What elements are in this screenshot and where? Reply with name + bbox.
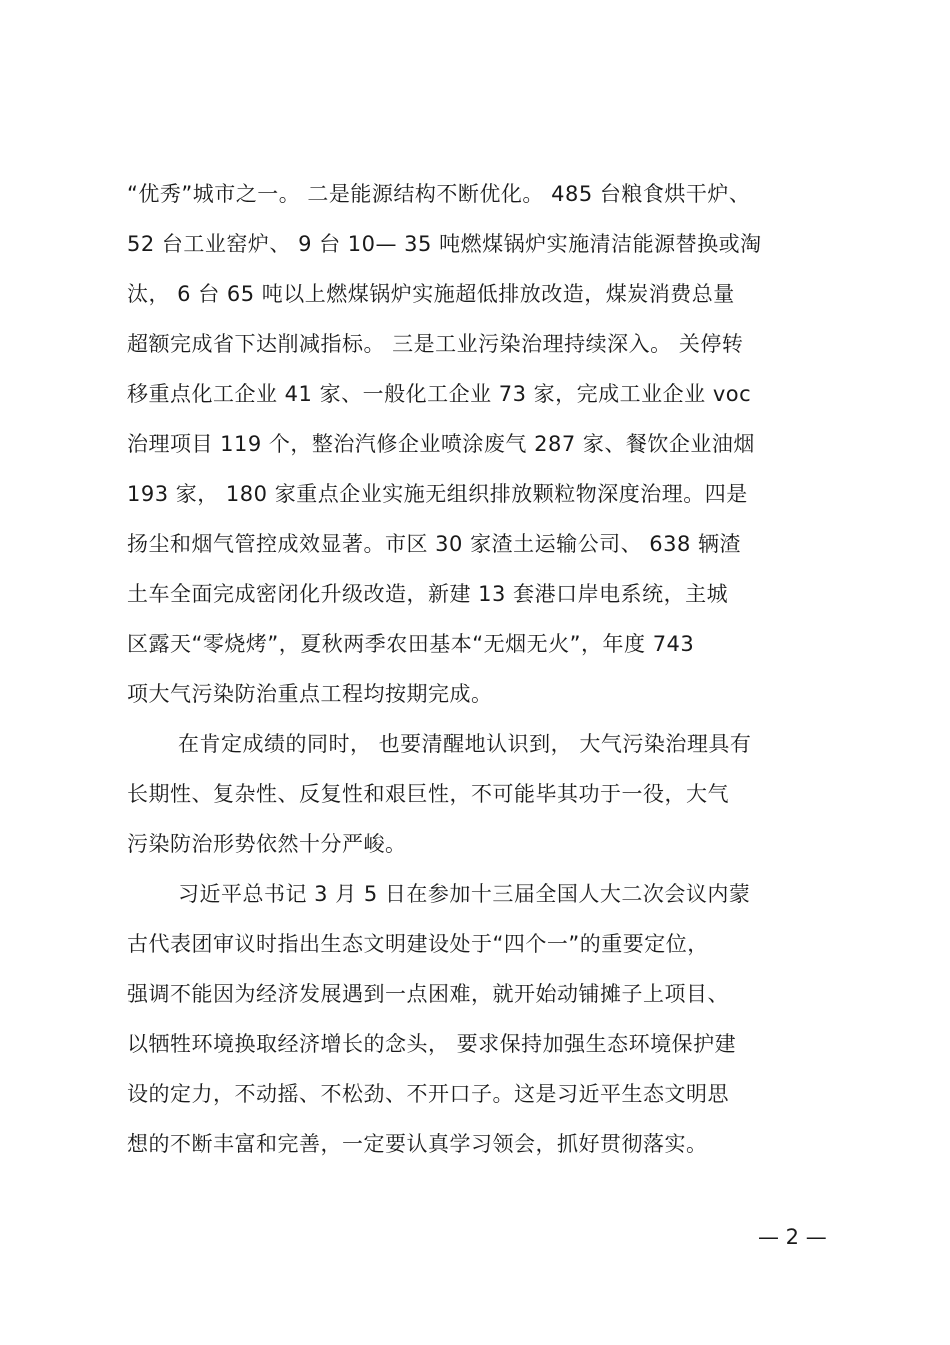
page-number: — 2 —: [758, 1225, 827, 1249]
text-line: 52 台工业窑炉、 9 台 10— 35 吨燃煤锅炉实施清洁能源替换或淘: [127, 232, 762, 256]
text-line: 汰， 6 台 65 吨以上燃煤锅炉实施超低排放改造，煤炭消费总量: [127, 282, 735, 306]
text-line: 强调不能因为经济发展遇到一点困难，就开始动铺摊子上项目、: [127, 982, 729, 1006]
paragraph-first-line: 习近平总书记 3 月 5 日在参加十三届全国人大二次会议内蒙: [178, 882, 751, 906]
text-line: 区露天“零烧烤”，夏秋两季农田基本“无烟无火”，年度 743: [127, 632, 695, 656]
text-line: 移重点化工企业 41 家、一般化工企业 73 家，完成工业企业 voc: [127, 382, 752, 406]
text-line: 193 家， 180 家重点企业实施无组织排放颗粒物深度治理。四是: [127, 482, 748, 506]
text-line: 扬尘和烟气管控成效显著。市区 30 家渣土运输公司、 638 辆渣: [127, 532, 742, 556]
paragraph-first-line: 在肯定成绩的同时， 也要清醒地认识到， 大气污染治理具有: [178, 732, 752, 756]
text-line: 长期性、复杂性、反复性和艰巨性，不可能毕其功于一役，大气: [127, 782, 729, 806]
text-line: 项大气污染防治重点工程均按期完成。: [127, 682, 493, 706]
text-line: 古代表团审议时指出生态文明建设处于“四个一”的重要定位，: [127, 932, 709, 956]
text-line: 土车全面完成密闭化升级改造，新建 13 套港口岸电系统，主城: [127, 582, 729, 606]
text-line: “优秀”城市之一。 二是能源结构不断优化。 485 台粮食烘干炉、: [127, 182, 751, 206]
text-line: 超额完成省下达削减指标。 三是工业污染治理持续深入。 关停转: [127, 332, 744, 356]
text-line: 设的定力，不动摇、不松劲、不开口子。这是习近平生态文明思: [127, 1082, 729, 1106]
text-line: 污染防治形势依然十分严峻。: [127, 832, 407, 856]
text-line: 治理项目 119 个，整治汽修企业喷涂废气 287 家、餐饮企业油烟: [127, 432, 755, 456]
text-line: 以牺牲环境换取经济增长的念头， 要求保持加强生态环境保护建: [127, 1032, 737, 1056]
text-line: 想的不断丰富和完善，一定要认真学习领会，抓好贯彻落实。: [127, 1132, 708, 1156]
